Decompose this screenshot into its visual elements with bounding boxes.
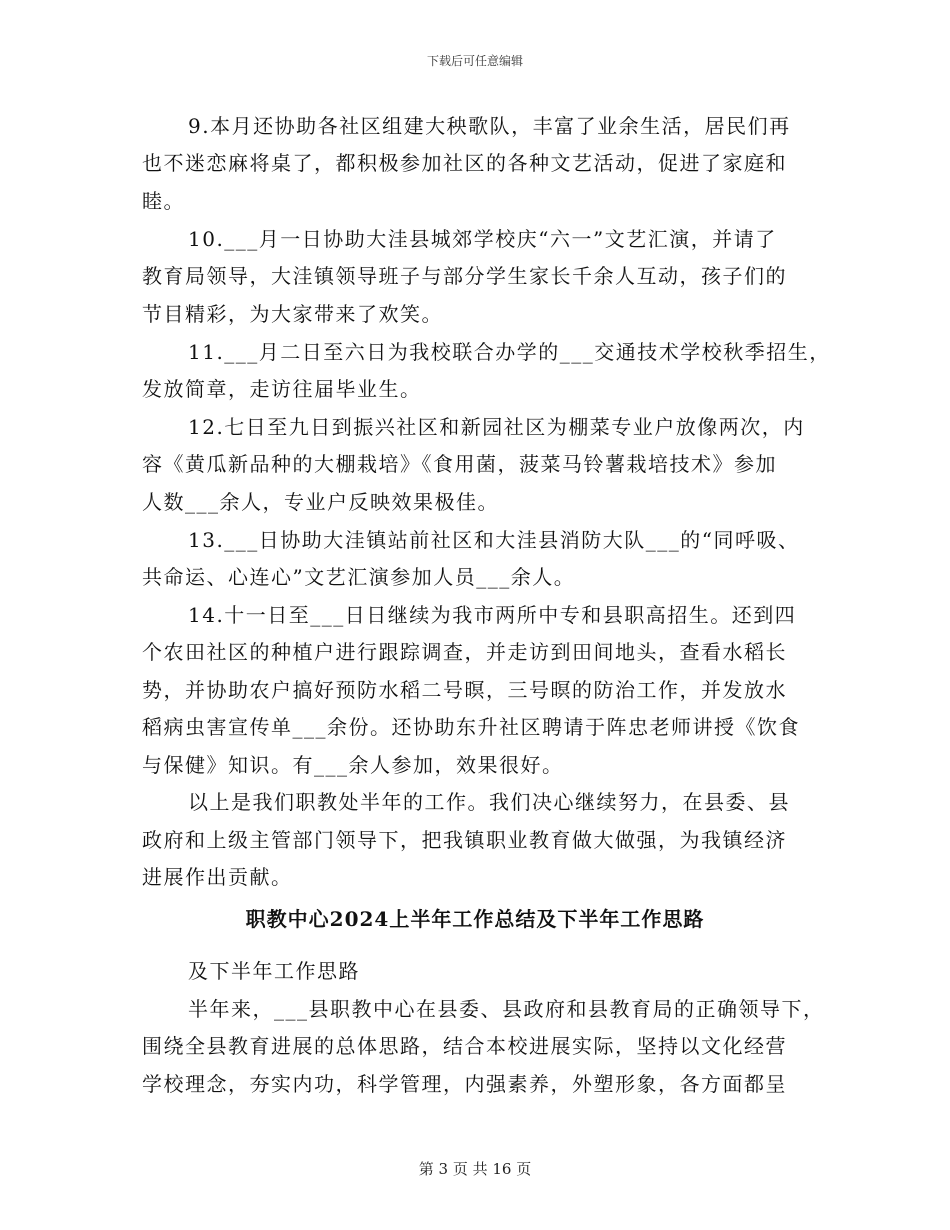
- text-line: 稻病虫害宣传单___余份。还协助东升社区聘请于阵忠老师讲授《饮食: [142, 715, 800, 739]
- text-line: 半年来，___县职教中心在县委、县政府和县教育局的正确领导下，: [188, 997, 825, 1021]
- text-line: 势，并协助农户搞好预防水稻二号暝，三号暝的防治工作，并发放水: [142, 678, 787, 702]
- text-line: 教育局领导，大洼镇领导班子与部分学生家长千余人互动，孩子们的: [142, 264, 787, 288]
- text-line: 人数___余人，专业户反映效果极佳。: [142, 490, 499, 514]
- text-line: 与保健》知识。有___余人参加，效果很好。: [142, 753, 564, 777]
- text-line: 节目精彩，为大家带来了欢笑。: [142, 302, 443, 326]
- section-title: 职教中心2024上半年工作总结及下半年工作思路: [245, 907, 705, 931]
- text-line: 睦。: [142, 189, 185, 213]
- page-footer: 第 3 页 共 16 页: [418, 1160, 532, 1178]
- text-line: 个农田社区的种植户进行跟踪调查，并走访到田间地头，查看水稻长: [142, 640, 787, 664]
- text-line: 共命运、心连心”文艺汇演参加人员___余人。: [142, 565, 576, 589]
- text-line: 政府和上级主管部门领导下，把我镇职业教育做大做强，为我镇经济: [142, 828, 787, 852]
- text-line: 10.___月一日协助大洼县城郊学校庆“六一”文艺汇演，并请了: [188, 227, 777, 251]
- text-line: 及下半年工作思路: [188, 959, 360, 983]
- text-line: 11.___月二日至六日为我校联合办学的___交通技术学校秋季招生，: [188, 340, 831, 364]
- text-line: 9.本月还协助各社区组建大秧歌队，丰富了业余生活，居民们再: [188, 114, 791, 138]
- text-line: 14.十一日至___日日继续为我市两所中专和县职高招生。还到四: [188, 603, 797, 627]
- page-header: 下载后可任意编辑: [426, 54, 523, 68]
- text-line: 也不迷恋麻将桌了，都积极参加社区的各种文艺活动，促进了家庭和: [142, 151, 787, 175]
- text-line: 容《黄瓜新品种的大棚栽培》《食用菌，菠菜马铃薯栽培技术》参加: [142, 452, 777, 476]
- text-line: 13.___日协助大洼镇站前社区和大洼县消防大队___的“同呼吸、: [188, 528, 800, 552]
- text-line: 围绕全县教育进展的总体思路，结合本校进展实际，坚持以文化经营: [142, 1034, 787, 1058]
- text-line: 进展作出贡献。: [142, 865, 293, 889]
- text-line: 12.七日至九日到振兴社区和新园社区为棚菜专业户放像两次，内: [188, 415, 805, 439]
- text-line: 学校理念，夯实内功，科学管理，内强素养，外塑形象，各方面都呈: [142, 1072, 787, 1096]
- text-line: 发放简章，走访往届毕业生。: [142, 377, 422, 401]
- text-line: 以上是我们职教处半年的工作。我们决心继续努力，在县委、县: [188, 790, 790, 814]
